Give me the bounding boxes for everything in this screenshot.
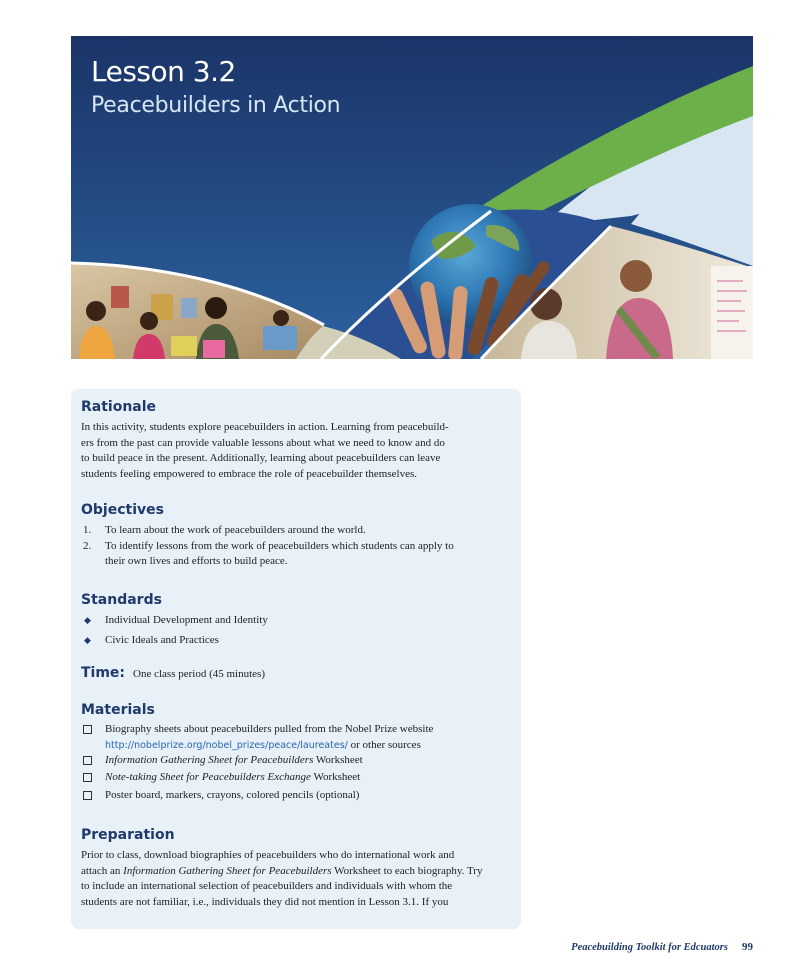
item-text: To learn about the work of peacebuilders around the world. [105, 524, 366, 536]
lesson-overview-panel [71, 389, 521, 929]
rationale-line: to build peace in the present. Additionally, learning about peacebuilders can leave [81, 452, 441, 464]
preparation-line: students are not familiar, i.e., individuals they did not mention in Lesson 3.1. If you [81, 895, 449, 908]
list-item [81, 787, 513, 805]
preparation-line: Prior to class, download biographies of peacebuilders who do international work and [81, 849, 455, 861]
book-title: Peacebuilding Toolkit for Edcuators [571, 942, 728, 953]
item-text-rest: Worksheet [313, 753, 363, 766]
list-item [81, 769, 513, 787]
rationale-heading: Rationale [81, 399, 157, 415]
item-text: To identify lessons from the work of peacebuilders which students can apply to [105, 539, 454, 552]
preparation-heading: Preparation [81, 827, 175, 843]
item-text: Biography sheets about peacebuilders pulled from the Nobel Prize website [105, 723, 434, 735]
materials-section [81, 702, 513, 804]
objectives-heading: Objectives [81, 502, 164, 518]
list-item [81, 752, 513, 770]
list-item [81, 721, 513, 752]
time-value: One class period (45 minutes) [133, 668, 265, 680]
materials-heading: Materials [81, 702, 155, 718]
materials-list [81, 721, 513, 804]
worksheet-title: Note-taking Sheet for Peacebuilders Exchange [105, 771, 311, 783]
page-footer [571, 941, 753, 953]
time-heading: Time: [81, 665, 126, 681]
preparation-text [81, 848, 513, 910]
checkbox-icon [83, 725, 92, 734]
rationale-line: In this activity, students explore peacebuilders in action. Learning from peacebuild- [81, 421, 449, 433]
item-text-continued: their own lives and efforts to build peace. [105, 555, 288, 567]
rationale-text [81, 420, 513, 482]
diamond-bullet-icon: ◆ [84, 615, 91, 625]
preparation-section [81, 827, 513, 910]
list-item [81, 523, 513, 539]
nobel-link[interactable]: http://nobelprize.org/nobel_prizes/peace/laureates/ [105, 739, 348, 751]
item-number: 2. [83, 539, 92, 552]
item-number: 1. [83, 524, 92, 536]
page-number: 99 [742, 941, 753, 953]
standards-section [81, 592, 513, 650]
item-text: Poster board, markers, crayons, colored pencils (optional) [105, 788, 360, 801]
preparation-line: to include an international selection of peacebuilders and individuals with whom the [81, 880, 453, 892]
item-text-rest: Worksheet [310, 771, 361, 783]
checkbox-icon [83, 791, 92, 800]
lesson-title: Peacebuilders in Action [91, 93, 341, 118]
checkbox-icon [83, 773, 92, 782]
objectives-list [81, 523, 513, 570]
time-section [81, 664, 513, 683]
text-run: Worksheet to each biography. Try [331, 864, 483, 877]
worksheet-title: Information Gathering Sheet for Peacebuilders [105, 753, 314, 766]
diamond-bullet-icon: ◆ [84, 635, 91, 645]
standards-list [81, 610, 513, 650]
rationale-line: ers from the past can provide valuable lessons about what we need to know and do [81, 436, 445, 449]
rationale-section [81, 399, 513, 482]
objectives-section [81, 502, 513, 570]
preparation-line [81, 864, 513, 880]
lesson-banner [71, 36, 753, 359]
item-text-rest: or other sources [347, 738, 421, 751]
lesson-number: Lesson 3.2 [91, 55, 236, 88]
standards-heading: Standards [81, 592, 162, 608]
list-item [81, 610, 513, 630]
rationale-line: students feeling empowered to embrace the role of peacebuilder themselves. [81, 467, 417, 480]
worksheet-title: Information Gathering Sheet for Peacebuilders [123, 864, 332, 877]
checkbox-icon [83, 756, 92, 765]
item-text: Individual Development and Identity [105, 614, 268, 626]
list-item [81, 539, 513, 570]
text-run: attach an [81, 864, 124, 877]
item-text: Civic Ideals and Practices [105, 634, 219, 646]
list-item [81, 630, 513, 650]
